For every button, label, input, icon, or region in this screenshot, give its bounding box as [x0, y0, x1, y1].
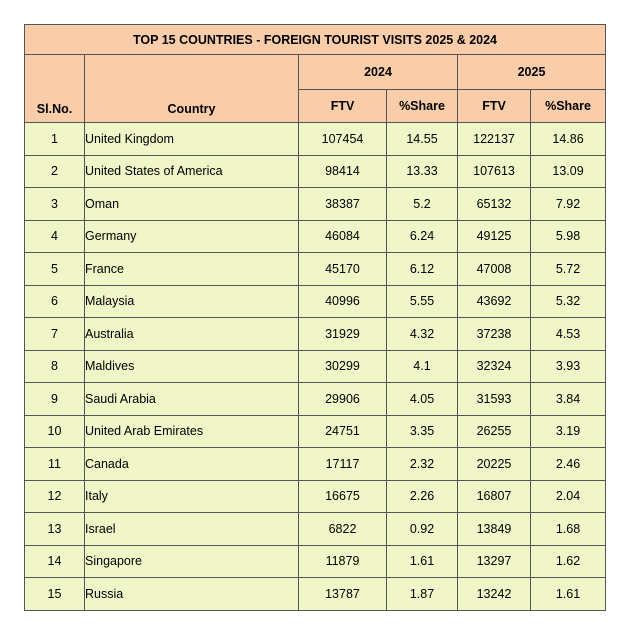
- share-2025-cell: 1.62: [531, 545, 606, 578]
- ftv-2024-cell: 30299: [299, 350, 387, 383]
- country-cell: Australia: [85, 318, 299, 351]
- country-cell: Oman: [85, 188, 299, 221]
- share-2025-header: %Share: [531, 90, 606, 123]
- slno-cell: 8: [25, 350, 85, 383]
- ftv-2024-cell: 17117: [299, 448, 387, 481]
- table-body: [25, 123, 606, 611]
- table-row: [25, 253, 606, 286]
- ftv-2025-cell: 13849: [458, 513, 531, 546]
- table-row: [25, 318, 606, 351]
- share-2024-cell: 4.05: [387, 383, 458, 416]
- ftv-2025-cell: 13242: [458, 578, 531, 611]
- share-2025-cell: 14.86: [531, 123, 606, 156]
- ftv-2025-cell: 65132: [458, 188, 531, 221]
- country-cell: Italy: [85, 480, 299, 513]
- ftv-2025-cell: 26255: [458, 415, 531, 448]
- ftv-2024-cell: 38387: [299, 188, 387, 221]
- country-cell: Russia: [85, 578, 299, 611]
- slno-cell: 4: [25, 220, 85, 253]
- ftv-2024-cell: 45170: [299, 253, 387, 286]
- share-2025-cell: 5.32: [531, 285, 606, 318]
- table-title: TOP 15 COUNTRIES - FOREIGN TOURIST VISITS 2025 & 2024: [25, 25, 606, 55]
- share-2025-cell: 2.46: [531, 448, 606, 481]
- ftv-2024-cell: 11879: [299, 545, 387, 578]
- share-2024-cell: 5.55: [387, 285, 458, 318]
- slno-header: Sl.No.: [25, 55, 85, 123]
- share-2025-cell: 1.68: [531, 513, 606, 546]
- table-row: [25, 513, 606, 546]
- share-2024-cell: 14.55: [387, 123, 458, 156]
- ftv-2025-cell: 107613: [458, 155, 531, 188]
- ftv-2025-cell: 20225: [458, 448, 531, 481]
- ftv-2025-cell: 13297: [458, 545, 531, 578]
- ftv-2025-cell: 37238: [458, 318, 531, 351]
- slno-cell: 10: [25, 415, 85, 448]
- share-2025-cell: 3.93: [531, 350, 606, 383]
- table-row: [25, 383, 606, 416]
- slno-cell: 3: [25, 188, 85, 221]
- table-row: [25, 285, 606, 318]
- ftv-2024-cell: 107454: [299, 123, 387, 156]
- share-2025-cell: 3.84: [531, 383, 606, 416]
- country-cell: Malaysia: [85, 285, 299, 318]
- table-row: [25, 545, 606, 578]
- table-row: [25, 188, 606, 221]
- slno-cell: 13: [25, 513, 85, 546]
- table-row: [25, 480, 606, 513]
- share-2024-header: %Share: [387, 90, 458, 123]
- table-row: [25, 155, 606, 188]
- ftv-2025-cell: 47008: [458, 253, 531, 286]
- slno-cell: 14: [25, 545, 85, 578]
- country-cell: Israel: [85, 513, 299, 546]
- share-2024-cell: 0.92: [387, 513, 458, 546]
- share-2025-cell: 1.61: [531, 578, 606, 611]
- table-row: [25, 578, 606, 611]
- share-2025-cell: 13.09: [531, 155, 606, 188]
- slno-cell: 11: [25, 448, 85, 481]
- ftv-2025-cell: 16807: [458, 480, 531, 513]
- share-2024-cell: 2.26: [387, 480, 458, 513]
- year-2024-header: 2024: [299, 55, 458, 90]
- share-2025-cell: 2.04: [531, 480, 606, 513]
- ftv-2024-cell: 6822: [299, 513, 387, 546]
- country-cell: United Arab Emirates: [85, 415, 299, 448]
- table-row: [25, 350, 606, 383]
- tourist-visits-table: [24, 24, 606, 611]
- slno-cell: 6: [25, 285, 85, 318]
- ftv-2024-cell: 46084: [299, 220, 387, 253]
- slno-cell: 12: [25, 480, 85, 513]
- ftv-2024-cell: 29906: [299, 383, 387, 416]
- table-row: [25, 220, 606, 253]
- ftv-2025-cell: 43692: [458, 285, 531, 318]
- ftv-2025-cell: 122137: [458, 123, 531, 156]
- year-2025-header: 2025: [458, 55, 606, 90]
- share-2025-cell: 4.53: [531, 318, 606, 351]
- slno-cell: 5: [25, 253, 85, 286]
- table-row: [25, 415, 606, 448]
- country-cell: United Kingdom: [85, 123, 299, 156]
- share-2025-cell: 3.19: [531, 415, 606, 448]
- ftv-2025-cell: 32324: [458, 350, 531, 383]
- share-2025-cell: 5.98: [531, 220, 606, 253]
- slno-cell: 1: [25, 123, 85, 156]
- share-2024-cell: 4.1: [387, 350, 458, 383]
- share-2024-cell: 1.61: [387, 545, 458, 578]
- share-2024-cell: 6.24: [387, 220, 458, 253]
- ftv-2025-header: FTV: [458, 90, 531, 123]
- country-cell: Saudi Arabia: [85, 383, 299, 416]
- ftv-2024-cell: 98414: [299, 155, 387, 188]
- ftv-2024-cell: 24751: [299, 415, 387, 448]
- share-2024-cell: 2.32: [387, 448, 458, 481]
- table-row: [25, 448, 606, 481]
- share-2025-cell: 5.72: [531, 253, 606, 286]
- share-2024-cell: 13.33: [387, 155, 458, 188]
- share-2025-cell: 7.92: [531, 188, 606, 221]
- share-2024-cell: 4.32: [387, 318, 458, 351]
- country-cell: France: [85, 253, 299, 286]
- ftv-2025-cell: 49125: [458, 220, 531, 253]
- slno-cell: 15: [25, 578, 85, 611]
- ftv-2025-cell: 31593: [458, 383, 531, 416]
- country-cell: Maldives: [85, 350, 299, 383]
- table-row: [25, 123, 606, 156]
- ftv-2024-cell: 31929: [299, 318, 387, 351]
- slno-cell: 7: [25, 318, 85, 351]
- share-2024-cell: 1.87: [387, 578, 458, 611]
- country-cell: United States of America: [85, 155, 299, 188]
- country-header: Country: [85, 55, 299, 123]
- share-2024-cell: 3.35: [387, 415, 458, 448]
- slno-cell: 9: [25, 383, 85, 416]
- share-2024-cell: 6.12: [387, 253, 458, 286]
- country-cell: Canada: [85, 448, 299, 481]
- ftv-2024-header: FTV: [299, 90, 387, 123]
- country-cell: Germany: [85, 220, 299, 253]
- ftv-2024-cell: 16675: [299, 480, 387, 513]
- ftv-2024-cell: 40996: [299, 285, 387, 318]
- share-2024-cell: 5.2: [387, 188, 458, 221]
- slno-cell: 2: [25, 155, 85, 188]
- country-cell: Singapore: [85, 545, 299, 578]
- ftv-2024-cell: 13787: [299, 578, 387, 611]
